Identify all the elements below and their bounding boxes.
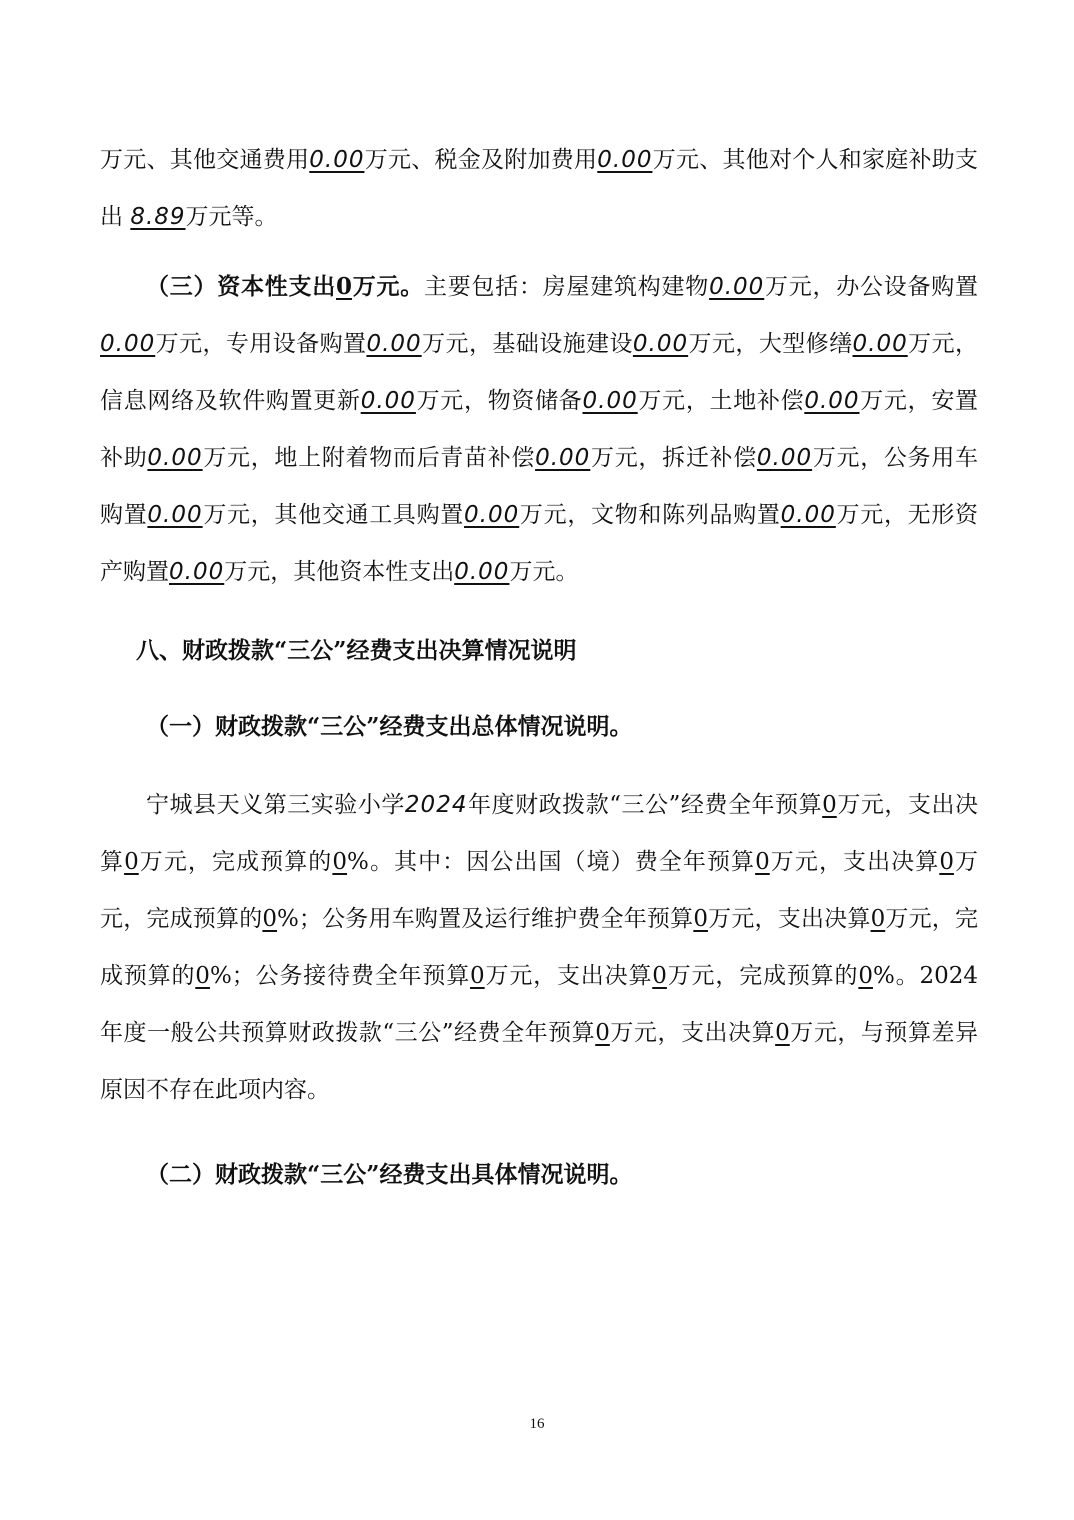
amount-value: 0.00 bbox=[756, 445, 813, 471]
amount-value: 0 bbox=[652, 963, 667, 989]
section-heading-8: 八、财政拨款“三公”经费支出决算情况说明 bbox=[136, 637, 577, 664]
paragraph-three-public-summary: 宁城县天义第三实验小学2024年度财政拨款“三公”经费全年预算0万元，支出决算0万元，完成预算的0%。其中：因公出国（境）费全年预算0万元，支出决算0万元，完成预算的0%；公务用车购置及运行维护费全年预算0万元，支出决算0万元，完成预算的0%；公务接待费全年预算0万元，支出决算0万元，完成预算的0%。2024 年度一般公共预算财政拨款“三公”经费全年预算0万元，支出决算0万元，与预算差异原因不存在此项内容。 bbox=[100, 792, 979, 1103]
amount-value: 0.00 bbox=[780, 502, 836, 528]
text-segment: 万元，物资储备 bbox=[415, 388, 583, 414]
amount-value: 0.00 bbox=[100, 331, 156, 357]
subsection-heading-8-1: （一）财政拨款“三公”经费支出总体情况说明。 bbox=[146, 713, 633, 740]
page-number: 16 bbox=[529, 1416, 545, 1432]
text-segment: 万元，拆迁补偿 bbox=[590, 445, 757, 471]
amount-value: 0.00 bbox=[535, 445, 591, 471]
amount-value: 0 bbox=[336, 273, 353, 300]
school-name: 宁城县天义第三实验小学 bbox=[146, 792, 405, 818]
amount-value: 0.00 bbox=[360, 388, 416, 414]
amount-value: 0.00 bbox=[804, 388, 860, 414]
paragraph-capital-expenditure bbox=[100, 258, 978, 601]
amount-value: 0.00 bbox=[309, 147, 365, 173]
capital-items bbox=[100, 274, 978, 585]
text-segment: 万元，办公设备购置 bbox=[764, 274, 979, 300]
amount-value: 0.00 bbox=[582, 388, 638, 414]
text-segment: 万元，无形资产购置 bbox=[100, 502, 979, 585]
amount-value: 0.00 bbox=[147, 502, 203, 528]
text-segment: 万元，其他交通工具购置 bbox=[202, 502, 465, 528]
document-page bbox=[100, 0, 978, 1195]
text-segment: 万元，其他资本性支出 bbox=[224, 559, 455, 585]
text-segment: 万元，地上附着物而后青苗补偿 bbox=[202, 445, 536, 471]
amount-value: 0 bbox=[595, 1020, 610, 1046]
amount-value: 0 bbox=[822, 792, 837, 818]
amount-value: 8.89 bbox=[130, 204, 186, 230]
percent-value: 0 bbox=[262, 906, 278, 932]
amount-value: 0.00 bbox=[454, 559, 510, 585]
amount-value: 0 bbox=[470, 963, 485, 989]
amount-value: 0.00 bbox=[632, 331, 689, 357]
section-lead: （三）资本性支出 bbox=[146, 273, 337, 300]
text-segment: 万元，信息网络及软件购置更新 bbox=[100, 331, 979, 414]
percent-value: 0 bbox=[332, 849, 348, 875]
text-segment: 主要包括：房屋建筑构建物 bbox=[424, 274, 710, 300]
amount-value: 0 bbox=[870, 906, 886, 932]
text-segment: 万元，安置补助 bbox=[100, 388, 979, 471]
text-segment: 万元，基础设施建设 bbox=[421, 331, 633, 357]
amount-value: 0 bbox=[124, 849, 139, 875]
amount-value: 0.00 bbox=[464, 502, 520, 528]
amount-value: 0 bbox=[775, 1020, 790, 1046]
text-segment: 万元、税金及附加费用 bbox=[364, 147, 598, 173]
amount-value: 0 bbox=[693, 906, 708, 932]
section-lead-unit: 万元。 bbox=[352, 273, 425, 300]
amount-value: 0.00 bbox=[169, 559, 225, 585]
amount-value: 0.00 bbox=[366, 331, 422, 357]
amount-value: 0.00 bbox=[147, 445, 203, 471]
text-segment: 万元，公务用车购置 bbox=[100, 445, 979, 528]
paragraph-other-expenses bbox=[100, 132, 978, 246]
subsection-heading-8-2: （二）财政拨款“三公”经费支出具体情况说明。 bbox=[146, 1161, 633, 1188]
text-segment: 万元，专用设备购置 bbox=[155, 331, 367, 357]
percent-value: 0 bbox=[195, 963, 210, 989]
text-segment: 万元，大型修缮 bbox=[688, 331, 853, 357]
text-segment: 万元，文物和陈列品购置 bbox=[519, 502, 781, 528]
amount-value: 0 bbox=[939, 849, 954, 875]
amount-value: 0.00 bbox=[597, 147, 653, 173]
text-segment: 万元，土地补偿 bbox=[637, 388, 805, 414]
text-segment: 万元、其他对个人和家庭补助支出 bbox=[100, 147, 979, 230]
text-segment: 万元等。 bbox=[185, 204, 278, 230]
amount-value: 0 bbox=[755, 849, 770, 875]
amount-value: 0.00 bbox=[852, 331, 908, 357]
text-segment: 万元。 bbox=[509, 559, 579, 585]
year: 2024 bbox=[404, 792, 468, 818]
amount-value: 0.00 bbox=[709, 274, 765, 300]
percent-value: 0 bbox=[858, 963, 873, 989]
text-segment: 万元、其他交通费用 bbox=[100, 147, 310, 173]
